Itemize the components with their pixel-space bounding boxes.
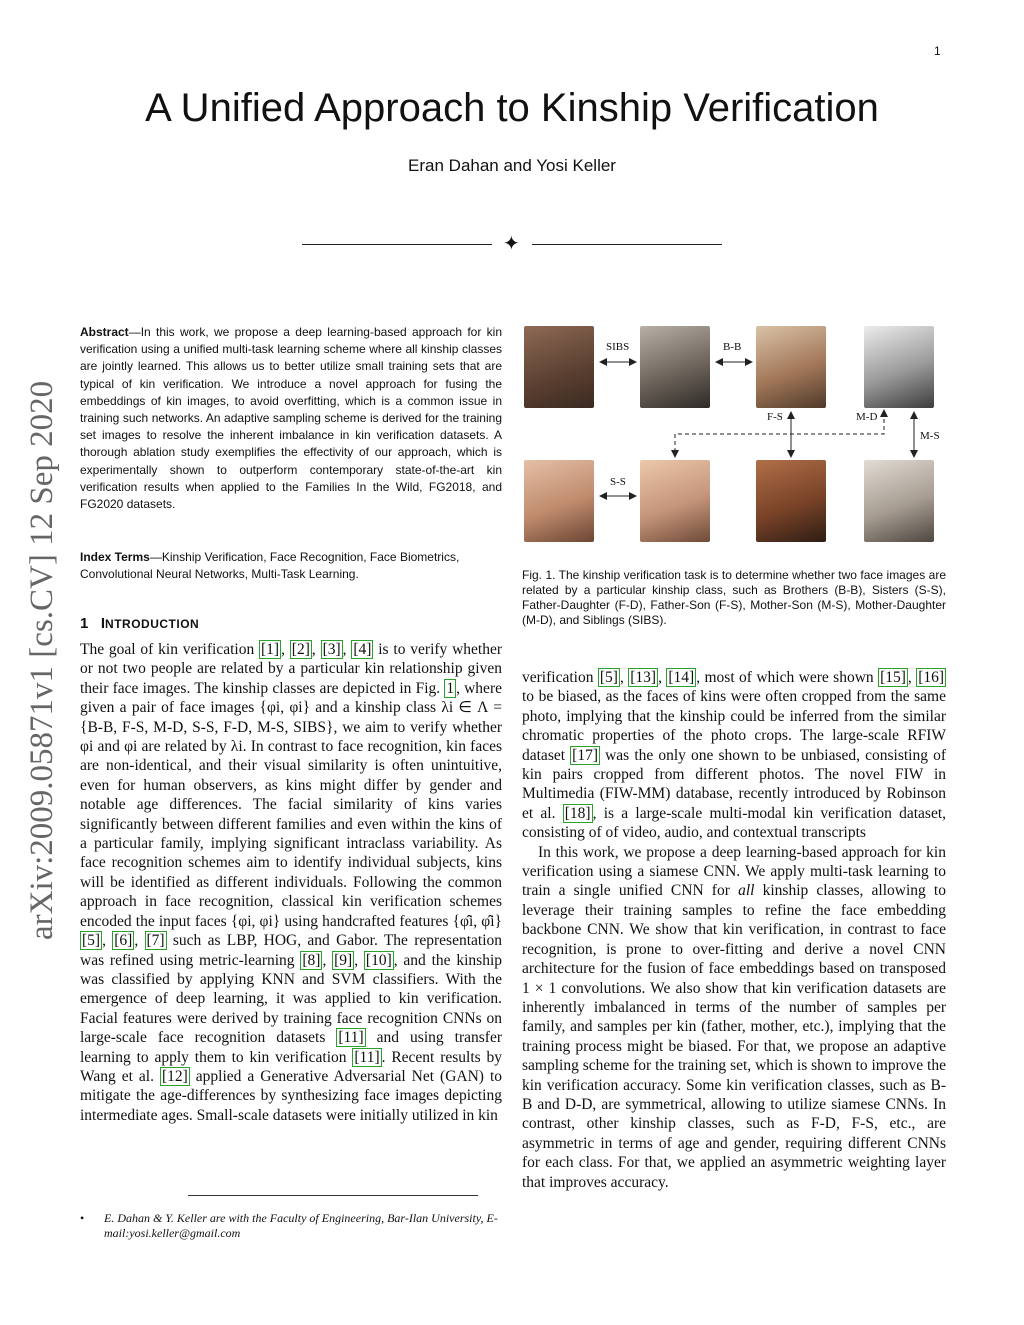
- figure-ref-link[interactable]: 1: [446, 679, 455, 697]
- intro-text: , and the kinship was classified by applying KNN and SVM classifiers. With the emergence of deep learning, it was applied to kin verification. Facial features were derived by training face recognition CNNs on large-scale face recognition datasets: [80, 951, 503, 1047]
- kinship-arrows: [522, 324, 946, 564]
- section-first-letter: I: [100, 615, 106, 632]
- citation-link[interactable]: [7]: [146, 932, 165, 950]
- citation-link[interactable]: [5]: [82, 932, 101, 950]
- title-rule-right: [532, 244, 722, 245]
- index-terms: [80, 549, 502, 583]
- abstract: [80, 324, 502, 513]
- intro-text: , most of which were shown: [696, 669, 879, 686]
- intro-text: such as LBP, HOG, and Gabor. The representation was refined using metric-learning: [80, 932, 503, 969]
- citation-link[interactable]: [4]: [353, 641, 372, 658]
- abstract-text: —In this work, we propose a deep learning-based approach for kin verification using a unified multi-task learning scheme where all kinship classes are jointly learned. This allows us to better utilize small training sets that are typical of kin verification. We introduce a novel approach for fusing the embeddings of kin images, to avoid overfitting, which is a common issue in training such networks. An adaptive sampling scheme is derived for the training set images to resolve the inherent imbalance in kin verification datasets. A thorough ablation study exemplifies the effectivity of our approach, which is experimentally shown to outperform contemporary state-of-the-art kin verification results when applied to the Families In the Wild, FG2018, and FG2020 datasets.: [80, 325, 502, 512]
- citation-link[interactable]: [15]: [880, 669, 906, 686]
- footnote: [80, 1211, 502, 1241]
- paper-authors: Eran Dahan and Yosi Keller: [408, 156, 616, 175]
- citation-link[interactable]: [5]: [599, 669, 618, 686]
- citation-link[interactable]: [2]: [291, 641, 310, 658]
- footnote-rule: [188, 1195, 478, 1196]
- label-md: M-D: [856, 411, 878, 423]
- separator-diamond-icon: ✦: [503, 233, 520, 255]
- citation-link[interactable]: [16]: [918, 669, 945, 686]
- intro-text: verification: [522, 669, 598, 686]
- citation-link[interactable]: [18]: [564, 804, 591, 822]
- intro-text: , is a large-scale multi-modal kin verification dataset, consisting of of video, audio, and contextual transcripts: [522, 804, 947, 842]
- kinship-figure: [522, 324, 946, 564]
- citation-link[interactable]: [10]: [365, 951, 392, 969]
- intro-text: and using transfer learning to apply them to kin verification: [80, 1029, 502, 1066]
- title-rule-left: [302, 244, 492, 245]
- label-sibs: SIBS: [606, 341, 630, 353]
- index-terms-text: —Kinship Verification, Face Recognition, Face Biometrics, Convolutional Neural Networks, Multi-Task Learning.: [80, 550, 460, 582]
- intro-text: , where given a pair of face images {φi, φi} and a kinship class λi ∈ Λ ={B-B, F-S, M-D, S-S, F-D, M-S, SIBS}, we aim to verify whether φi and φi are related by λi. In contrast to face recognition, kin faces are non-identical, and their visual similarity is often unintuitive, even for human observers, as kins might differ by gender and notable age differences. The facial similarity of kins varies significantly between different families and even within the kins of a particular family, implying significant intraclass variability. As face recognition schemes aim to identify individual subjects, kins will be identified as different individuals. Following the common approach in face recognition, classical kin verification schemes encoded the input faces {φi, φi} using handcrafted features {φ̂i, φ̂i}: [80, 679, 502, 930]
- citation-link[interactable]: [11]: [354, 1048, 380, 1066]
- label-bb: B-B: [723, 341, 742, 353]
- citation-link[interactable]: [6]: [114, 932, 133, 950]
- intro-text: The goal of kin verification: [80, 641, 260, 658]
- citation-link[interactable]: [17]: [572, 746, 598, 764]
- intro-text: . Recent results by Wang et al.: [80, 1048, 502, 1085]
- citation-link[interactable]: [9]: [334, 951, 353, 969]
- index-terms-label: Index Terms: [80, 550, 150, 564]
- figure-caption: Fig. 1. The kinship verification task is to determine whether two face images are related by a particular kinship class, such as Brothers (B-B), Sisters (S-S), Father-Daughter (F-D), Father-Son (F-S), Mother-Son (M-S), Mother-Daughter (M-D), and Siblings (SIBS).: [522, 568, 946, 627]
- section-number: 1: [80, 615, 89, 632]
- intro-text: applied a Generative Adversarial Net (GAN) to mitigate the age-differences by synthesizing face images depicting intermediate ages. Small-scale datasets were initially utilized in kin: [80, 1067, 502, 1124]
- emphasis-all: all: [738, 882, 755, 900]
- footnote-bullet: •: [80, 1211, 85, 1225]
- citation-link[interactable]: [12]: [161, 1067, 188, 1085]
- label-ms: M-S: [920, 430, 940, 442]
- citation-link[interactable]: [13]: [630, 669, 657, 686]
- intro-text: is to verify whether or not two people are related by a particular kin relationship given their face images. The kinship classes are depicted in Fig.: [80, 641, 503, 697]
- page-number: 1: [934, 44, 941, 58]
- citation-link[interactable]: [11]: [338, 1029, 364, 1047]
- label-fs: F-S: [767, 411, 783, 423]
- citation-link[interactable]: [14]: [668, 669, 695, 686]
- citation-link[interactable]: [1]: [261, 641, 280, 658]
- paper-title: A Unified Approach to Kinship Verification: [145, 86, 879, 130]
- section-heading: [80, 615, 199, 632]
- arxiv-identifier: arXiv:2009.05871v1 [cs.CV] 12 Sep 2020: [24, 380, 60, 940]
- footnote-text: E. Dahan & Y. Keller are with the Faculty of Engineering, Bar-Ilan University, E-mail:yosi.keller@gmail.com: [104, 1211, 498, 1240]
- section-title-rest: NTRODUCTION: [105, 617, 200, 631]
- intro-text-left: The goal of kin verification [1] , [2] , [3] , [4] is to verify whether or not two people are related by a particular kin relationship given their face images. The kinship classes are depicted in Fig. 1 , where given a pair of face images {φi, φi} and a kinship class λi ∈ Λ ={B-B, F-S, M-D, S-S, F-D, M-S, SIBS}, we aim to verify whether φi and φi are related by λi. In contrast to face recognition, kin faces are non-identical, and their visual similarity is often unintuitive, even for human observers, as kins might differ by gender and notable age differences. The facial similarity of kins varies significantly between different families and even within the kins of a particular family, implying significant intraclass variability. As face recognition schemes aim to identify individual subjects, kins will be identified as different individuals. Following the common approach in face recognition, classical kin verification schemes encoded the input faces {φi, φi} using handcrafted features {φ̂i, φ̂i} [5] , [6] , [7] such as LBP, HOG, and Gabor. The representation was refined using metric-learning [8] , [9] , [10] , and the kinship was classified by applying KNN and SVM classifiers. With the emergence of deep learning, it was applied to kin verification. Facial features were derived by training face recognition CNNs on large-scale face recognition datasets [11] and using transfer learning to apply them to kin verification [11] . Recent results by Wang et al. [12] applied a Generative Adversarial Net (GAN) to mitigate the age-differences by synthesizing face images depicting intermediate ages. Small-scale datasets were initially utilized in kin: [80, 641, 503, 1124]
- label-ss: S-S: [610, 476, 626, 488]
- intro-text: kinship classes, allowing to leverage their training samples to refine the face embedding backbone CNN. We show that kin verification, in contrast to face recognition, is prone to over-fitting and derive a novel CNN architecture for the fusion of face embeddings based on transposed 1 × 1 convolutions. We also show that kin verification datasets are inherently imbalanced in terms of the number of samples per family, and samples per kin (father, mother, etc.), implying that the training process might be biased. For that, we propose an adaptive sampling scheme for the training set, which is shown to improve the kin verification accuracy. Some kin verification classes, such as B-B and D-D, are symmetrical, allowing to utilize siamese CNNs. In contrast, other kinship classes, such as F-D, F-S, etc., are asymmetric in terms of age and gender, requiring different CNNs for each class. For that, we applied an asymmetric weighting layer that improves accuracy.: [522, 882, 946, 1191]
- intro-text: to be biased, as the faces of kins were often cropped from the same photo, implying that the kinship could be inferred from the similar chromatic properties of the photo crops. The large-scale RFIW dataset: [522, 688, 946, 764]
- abstract-label: Abstract: [80, 325, 129, 339]
- right-column: verification [5] , [13] , [14] , most of which were shown [15] , [16] to be biased, as the faces of kins were often cropped from the same photo, implying that the kinship could be inferred from the similar chromatic properties of the photo crops. The large-scale RFIW dataset [17] was the only one shown to be unbiased, consisting of kin pairs cropped from different photos. The novel FIW in Multimedia (FIW-MM) database, recently introduced by Robinson et al. [18] , is a large-scale multi-modal kin verification dataset, consisting of of video, audio, and contextual transcripts In this work, we propose a deep learning-based approach for kin verification using a siamese CNN. We apply multi-task learning to train a single unified CNN for all kinship classes, allowing to leverage their training samples to refine the face embedding backbone CNN. We show that kin verification, in contrast to face recognition, is prone to over-fitting and derive a novel CNN architecture for the fusion of face embeddings based on transposed 1 × 1 convolutions. We also show that kin verification datasets are inherently imbalanced in terms of the number of samples per family, and samples per kin (father, mother, etc.), implying that the training process might be biased. For that, we propose an adaptive sampling scheme for the training set, which is shown to improve the kin verification accuracy. Some kin verification classes, such as B-B and D-D, are symmetrical, allowing to utilize siamese CNNs. In contrast, other kinship classes, such as F-D, F-S, etc., are asymmetric in terms of age and gender, requiring different CNNs for each class. For that, we applied an asymmetric weighting layer that improves accuracy.: [522, 669, 947, 1191]
- intro-text: In this work, we propose a deep learning-based approach for kin verification using a siamese CNN. We apply multi-task learning to train a single unified CNN for: [522, 843, 946, 900]
- citation-link[interactable]: [3]: [322, 641, 341, 658]
- citation-link[interactable]: [8]: [302, 951, 321, 969]
- intro-text: was the only one shown to be unbiased, consisting of kin pairs cropped from different photos. The novel FIW in Multimedia (FIW-MM) database, recently introduced by Robinson et al.: [522, 746, 946, 822]
